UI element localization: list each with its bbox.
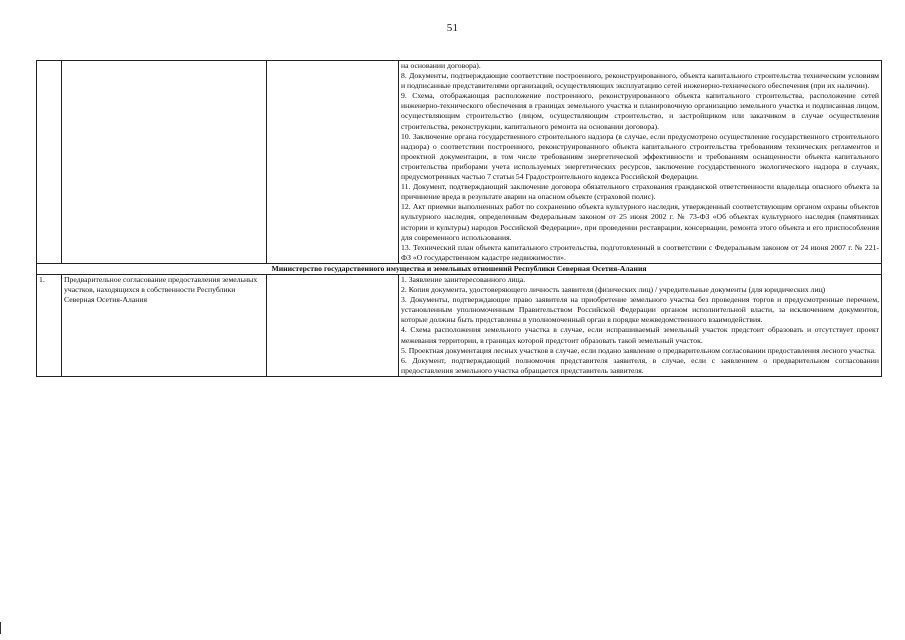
services-table	[36, 60, 882, 377]
document-item: 8. Документы, подтверждающие соответствие построенного, реконструированного, объекта капитального строительства техническим условиям и подписанные представителями организаций, осуществляющих эксплуатацию сетей инженерно-технического обеспечения (при их наличии).	[401, 71, 879, 91]
document-item: 12. Акт приемки выполненных работ по сохранению объекта культурного наследия, утвержденный соответствующим органом охраны объектов культурного наследия, определенным Федеральным законом от 25 июня 2002 г. № 73-ФЗ «Об объектах культурного наследия (памятниках истории и культуры) народов Российской Федерации», при проведении реставрации, консервации, ремонта этого объекта и его приспособления для современного использования.	[401, 202, 879, 242]
documents-cell	[399, 274, 882, 376]
document-item: 5. Проектная документация лесных участков в случае, если подано заявление о предварительном согласовании предоставления лесного участка.	[401, 345, 876, 355]
document-item: на основании договора).	[401, 61, 481, 70]
document-item: 13. Технический план объекта капитального строительства, подготовленный в соответствии с Федеральным законом от 24 июня 2007 г. № 221-ФЗ «О государственном кадастре недвижимости».	[401, 242, 879, 262]
empty-cell	[267, 61, 399, 264]
service-name: Предварительное согласование предоставления земельных участков, находящихся в собственности Республики Северная Осетия-Алания	[62, 274, 267, 376]
service-name-cell	[62, 61, 267, 264]
row-number: 1.	[37, 274, 62, 376]
document-item: 1. Заявление заинтересованного лица.	[401, 274, 526, 284]
scan-edge-mark	[0, 622, 1, 634]
document-item: 4. Схема расположения земельного участка в случае, если испрашиваемый земельный участок предстоит образовать и отсутствует проект межевания территории, в границах которой предстоит образовать такой земельный участок.	[401, 325, 879, 345]
document-item: 11. Документ, подтверждающий заключение договора обязательного страхования гражданской ответственности владельца опасного объекта за причинение вреда в результате аварии на опасном объекте (страховой полис).	[401, 182, 879, 202]
section-header-row	[37, 263, 882, 274]
document-item: 3. Документы, подтверждающие право заявителя на приобретение земельного участка без проведения торгов и предусмотренные перечнем, установленным уполномоченным Правительством Российской Федерации органом исполнительной власти, за исключением документов, которые должны быть представлены в уполномоченный орган в порядке межведомственного взаимодействия.	[401, 295, 879, 325]
table-row	[37, 274, 882, 376]
page-number: 51	[446, 22, 459, 34]
documents-cell	[399, 61, 882, 264]
empty-cell	[267, 274, 399, 376]
row-number-cell	[37, 61, 62, 264]
document-item: 2. Копия документа, удостоверяющего личность заявителя (физических лиц) / учредительные документы (для юридических лиц)	[401, 285, 826, 295]
section-title: Министерство государственного имущества и земельных отношений Республики Северная Осетия-Алания	[37, 263, 882, 274]
table-row-continuation	[37, 61, 882, 264]
document-item: 9. Схема, отображающая расположение построенного, реконструированного объекта капитального строительства, расположение сетей инженерно-технического обеспечения в границах земельного участка и планировочную организацию земельного участка и подписанная лицом, осуществляющим строительство (лицом, осуществляющим строительство, и застройщиком или заказчиком в случае осуществления строительства, реконструкции, капитального ремонта на основании договора).	[401, 91, 879, 131]
document-item: 6. Документ, подтверждающий полномочия представителя заявителя, в случае, если с заявлением о предварительном согласовании предоставления земельного участка обращается представитель заявителя.	[401, 355, 879, 375]
document-item: 10. Заключение органа государственного строительного надзора (в случае, если предусмотрено осуществление государственного строительного надзора) о соответствии построенного, реконструированного объекта капитального строительства требованиям технических регламентов и проектной документации, в том числе требованиям энергетической эффективности и требованиям оснащенности объекта капитального строительства приборами учета используемых энергетических ресурсов, заключение государственного экологического надзора в случаях, предусмотренных частью 7 статьи 54 Градостроительного кодекса Российской Федерации.	[401, 131, 879, 182]
